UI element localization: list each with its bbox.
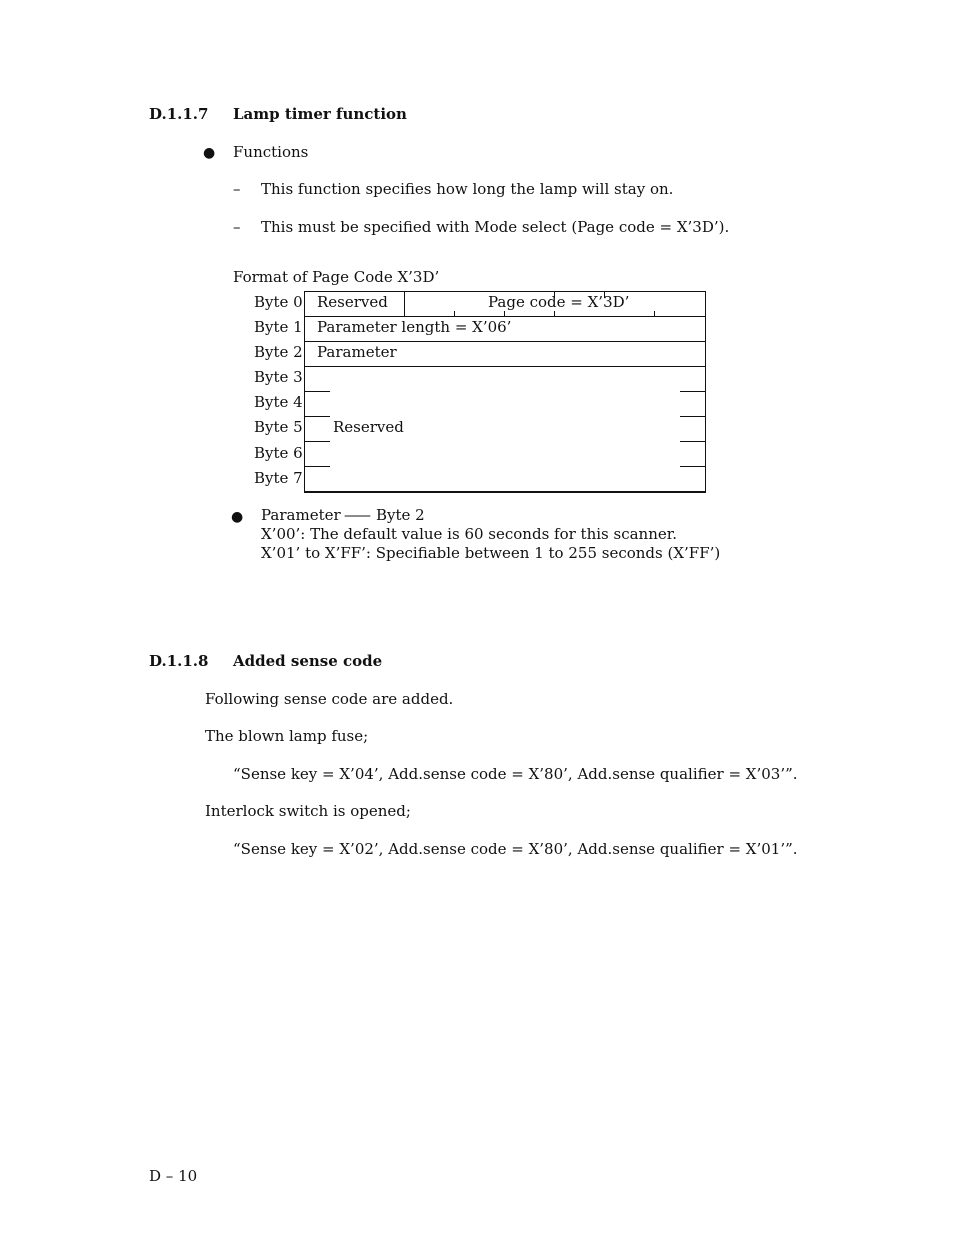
bit-tick — [454, 311, 455, 316]
row-tick — [305, 416, 330, 417]
table-border-right — [705, 291, 706, 492]
byte-label: Byte 0 — [254, 293, 303, 311]
section-title: Lamp timer function — [233, 105, 407, 123]
dash-icon: – — [233, 218, 241, 236]
bit-tick — [504, 311, 505, 316]
byte-label: Byte 1 — [254, 318, 303, 336]
row-tick — [305, 441, 330, 442]
row-tick — [680, 441, 705, 442]
section-number: D.1.1.8 — [149, 652, 209, 670]
row-tick — [680, 416, 705, 417]
paragraph: The blown lamp fuse; — [205, 727, 369, 745]
sense-code-line: “Sense key = X’04’, Add.sense code = X’80’, Add.sense qualifier = X’03’”. — [233, 765, 798, 783]
row-tick — [680, 391, 705, 392]
paragraph: Following sense code are added. — [205, 690, 454, 708]
bit-tick — [554, 311, 555, 316]
arrow-line: —— — [344, 506, 368, 524]
section-title: Added sense code — [233, 652, 383, 670]
row-divider — [304, 341, 706, 342]
section-number: D.1.1.7 — [149, 105, 209, 123]
bit-tick — [654, 311, 655, 316]
param-line: X’01’ to X’FF’: Specifiable between 1 to 255 seconds (X’FF’) — [261, 544, 721, 562]
param-label: Parameter — [261, 506, 341, 524]
list-item: This function specifies how long the lamp will stay on. — [261, 180, 674, 198]
bullet-icon: ● — [231, 509, 244, 525]
row-tick — [305, 391, 330, 392]
cell-reserved: Reserved — [317, 293, 388, 311]
cell-parameter: Parameter — [317, 343, 397, 361]
bit-divider — [404, 291, 405, 316]
byte-label: Byte 2 — [254, 343, 303, 361]
byte-label: Byte 6 — [254, 444, 303, 462]
paragraph: Interlock switch is opened; — [205, 802, 411, 820]
sense-code-line: “Sense key = X’02’, Add.sense code = X’80’, Add.sense qualifier = X’01’”. — [233, 840, 798, 858]
list-item: This must be specified with Mode select (Page code = X’3D’). — [261, 218, 730, 236]
dash-icon: – — [233, 180, 241, 198]
table-border-bottom — [304, 491, 706, 493]
byte-label: Byte 3 — [254, 368, 303, 386]
param-byte: Byte 2 — [376, 506, 425, 524]
table-border-top — [304, 291, 706, 292]
cell-page-code: Page code = X’3D’ — [488, 293, 630, 311]
byte-label: Byte 5 — [254, 418, 303, 436]
row-tick — [305, 466, 330, 467]
row-divider — [304, 316, 706, 317]
byte-label: Byte 4 — [254, 393, 303, 411]
row-divider — [304, 366, 706, 367]
row-tick — [680, 466, 705, 467]
byte-label: Byte 7 — [254, 469, 303, 487]
param-line: X’00’: The default value is 60 seconds for this scanner. — [261, 525, 678, 543]
cell-parameter-length: Parameter length = X’06’ — [317, 318, 512, 336]
cell-reserved-block: Reserved — [333, 418, 404, 436]
bullet-heading: Functions — [233, 143, 309, 161]
page-number: D – 10 — [149, 1167, 198, 1185]
bullet-icon: ● — [203, 145, 216, 161]
table-caption: Format of Page Code X’3D’ — [233, 268, 440, 286]
